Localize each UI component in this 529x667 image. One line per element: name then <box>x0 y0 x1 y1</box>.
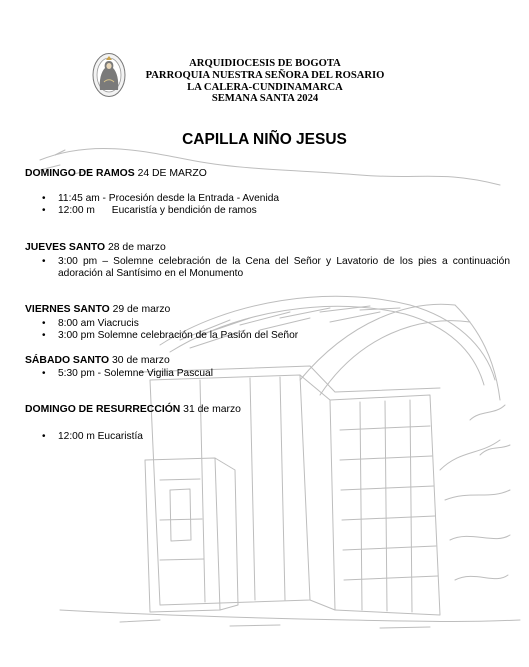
header-block <box>130 58 400 105</box>
section-heading-viernes <box>25 304 170 315</box>
header-location: LA CALERA-CUNDINAMARCA <box>187 81 343 93</box>
schedule-list-resurreccion <box>42 431 143 443</box>
section-name: VIERNES SANTO <box>25 304 110 315</box>
section-name: SÁBADO SANTO <box>25 355 110 366</box>
header-event: SEMANA SANTA 2024 <box>211 93 319 105</box>
schedule-list-viernes <box>42 318 298 343</box>
section-heading-resurreccion <box>25 404 241 415</box>
header-parish: PARROQUIA NUESTRA SEÑORA DEL ROSARIO <box>145 69 385 81</box>
section-heading-sabado <box>25 355 170 366</box>
section-name: DOMINGO DE RAMOS <box>25 168 135 179</box>
schedule-list-jueves <box>42 256 510 281</box>
list-item: • 11:45 am - Procesión desde la Entrada - Avenida <box>42 193 279 205</box>
section-date: 28 de marzo <box>105 242 166 253</box>
section-date: 30 de marzo <box>109 355 170 366</box>
section-name: DOMINGO DE RESURRECCIÓN <box>25 404 181 415</box>
section-date: 31 de marzo <box>180 404 241 415</box>
page-title: CAPILLA NIÑO JESUS <box>182 131 347 148</box>
section-name: JUEVES SANTO <box>25 242 106 253</box>
list-item: • 8:00 am Viacrucis <box>42 318 298 330</box>
schedule-list-sabado <box>42 368 213 380</box>
section-date: 29 de marzo <box>109 304 171 315</box>
section-heading-ramos <box>25 168 207 179</box>
list-item: • 3:00 pm Solemne celebración de la Pasión del Señor <box>42 330 298 342</box>
list-item: • 3:00 pm – Solemne celebración de la Cena del Señor y Lavatorio de los pies a continuación adoración al Santísimo en el Monumento <box>42 256 510 281</box>
schedule-list-ramos <box>42 193 279 218</box>
section-date: 24 DE MARZO <box>134 168 207 179</box>
section-heading-jueves <box>25 242 166 253</box>
list-item: • 12:00 m Eucaristía y bendición de ramos <box>42 205 279 217</box>
list-item: • 12:00 m Eucaristía <box>42 431 143 443</box>
header-archdiocese: ARQUIDIOCESIS DE BOGOTA <box>189 58 341 69</box>
list-item: • 5:30 pm - Solemne Vigilia Pascual <box>42 368 213 380</box>
parish-seal-logo <box>92 52 126 98</box>
